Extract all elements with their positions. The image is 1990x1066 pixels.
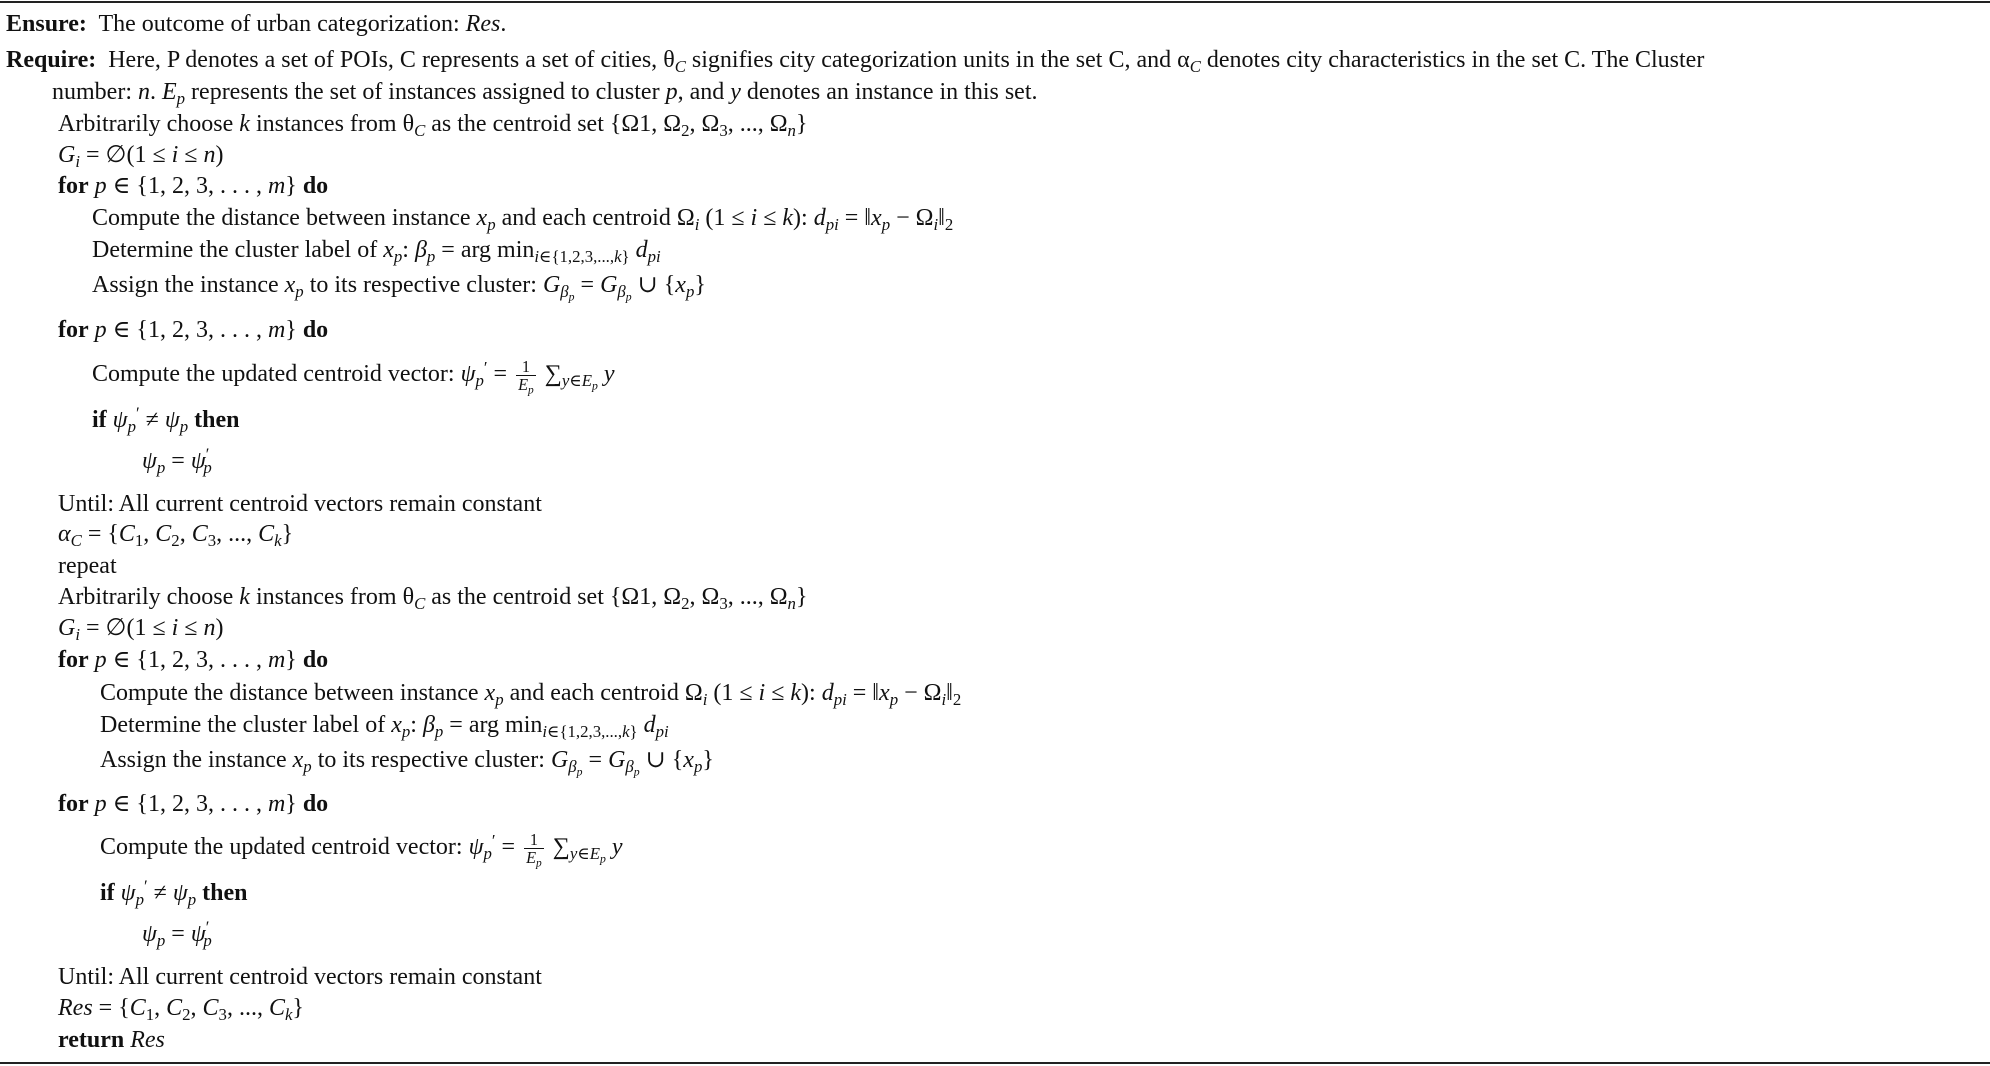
top-rule [0,1,1990,3]
bottom-rule [0,1062,1990,1064]
require-line: Require: Here, P denotes a set of POIs, C represents a set of cities, $\theta_C$ signifies city categorization units in the set C, and $\alpha_C$ denotes city characteristics in the set C. The Cluster [6,47,1705,77]
require-continuation: number: n. $E_p$ represents the set of instances assigned to cluster p, and y denotes an instance in this set. [52,79,1038,109]
ensure-line: Ensure: The outcome of urban categorization: Res. [6,11,507,37]
